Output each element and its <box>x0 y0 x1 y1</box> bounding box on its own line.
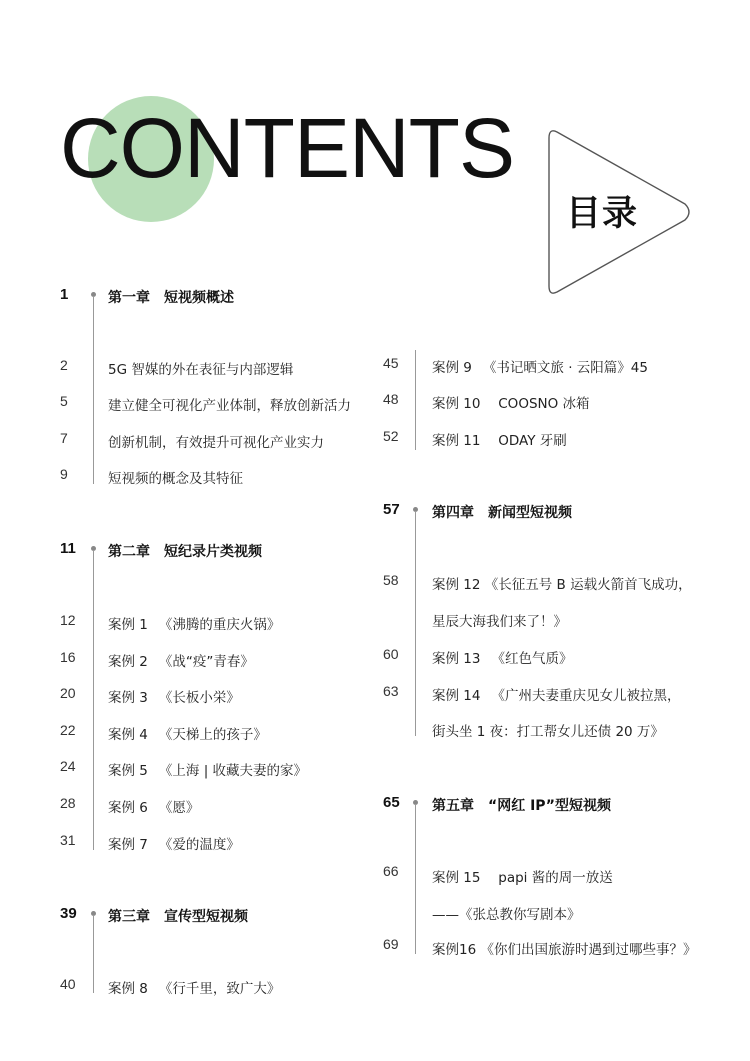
chapter-title[interactable]: 第一章 短视频概述 <box>108 290 234 306</box>
entry-page: 2 <box>60 357 68 373</box>
toc-entry-continued[interactable]: ——《张总教你写剧本》 <box>432 907 581 923</box>
toc-entry[interactable]: 案例 8 《行千里，致广大》 <box>108 981 281 997</box>
timeline-line <box>93 915 94 993</box>
timeline-line <box>93 550 94 850</box>
entry-page: 52 <box>383 428 399 444</box>
toc-entry[interactable]: 案例 12 《长征五号 B 运载火箭首飞成功， <box>432 577 692 593</box>
toc-entry-continued[interactable]: 街头坐 1 夜：打工帮女儿还债 20 万》 <box>432 724 664 740</box>
chapter-title[interactable]: 第四章 新闻型短视频 <box>432 505 572 521</box>
timeline-line <box>93 296 94 484</box>
entry-page: 63 <box>383 683 399 699</box>
toc-entry[interactable]: 案例 3 《长板小栄》 <box>108 690 240 706</box>
chapter-page: 11 <box>60 540 76 557</box>
toc-entry[interactable]: 创新机制，有效提升可视化产业实力 <box>108 435 324 451</box>
toc-entry[interactable]: 案例 4 《天梯上的孩子》 <box>108 727 267 743</box>
entry-page: 60 <box>383 646 399 662</box>
chapter-page: 1 <box>60 286 69 303</box>
entry-page: 69 <box>383 936 399 952</box>
timeline-line <box>415 511 416 736</box>
entry-page: 7 <box>60 430 68 446</box>
mulu-heading: 目录 <box>566 194 639 234</box>
toc-entry[interactable]: 案例 5 《上海 | 收藏夫妻的家》 <box>108 763 308 779</box>
entry-page: 9 <box>60 466 68 482</box>
chapter-page: 65 <box>383 794 400 811</box>
entry-page: 40 <box>60 976 76 992</box>
toc-entry[interactable]: 5G 智媒的外在表征与内部逻辑 <box>108 362 294 378</box>
toc-entry[interactable]: 案例16 《你们出国旅游时遇到过哪些事？》 <box>432 942 697 958</box>
toc-entry[interactable]: 案例 6 《愿》 <box>108 800 200 816</box>
entry-page: 5 <box>60 393 68 409</box>
toc-entry[interactable]: 案例 13 《红色气质》 <box>432 651 573 667</box>
chapter-page: 39 <box>60 905 77 922</box>
entry-page: 22 <box>60 722 76 738</box>
toc-entry[interactable]: 案例 2 《战“疫”青春》 <box>108 654 254 670</box>
toc-entry[interactable]: 建立健全可视化产业体制，释放创新活力 <box>108 398 351 414</box>
toc-entry[interactable]: 短视频的概念及其特征 <box>108 471 243 487</box>
entry-page: 31 <box>60 832 76 848</box>
toc-entry[interactable]: 案例 11 ODAY 牙刷 <box>432 433 567 449</box>
toc-entry[interactable]: 案例 15 papi 酱的周一放送 <box>432 870 613 886</box>
toc-entry[interactable]: 案例 1 《沸腾的重庆火锅》 <box>108 617 281 633</box>
timeline-line <box>415 350 416 450</box>
entry-page: 45 <box>383 355 399 371</box>
entry-page: 16 <box>60 649 76 665</box>
entry-page: 66 <box>383 863 399 879</box>
toc-entry[interactable]: 案例 14 《广州夫妻重庆见女儿被拉黑， <box>432 688 681 704</box>
entry-page: 48 <box>383 391 399 407</box>
entry-page: 58 <box>383 572 399 588</box>
chapter-page: 57 <box>383 501 400 518</box>
entry-page: 20 <box>60 685 76 701</box>
toc-entry[interactable]: 案例 10 COOSNO 冰箱 <box>432 396 590 412</box>
toc-entry[interactable]: 案例 7 《爱的温度》 <box>108 837 240 853</box>
contents-title: CONTENTS <box>60 101 514 195</box>
chapter-title[interactable]: 第三章 宣传型短视频 <box>108 909 248 925</box>
entry-page: 28 <box>60 795 76 811</box>
chapter-title[interactable]: 第二章 短纪录片类视频 <box>108 544 262 560</box>
toc-entry-continued[interactable]: 星辰大海我们来了！》 <box>432 614 567 630</box>
timeline-line <box>415 804 416 954</box>
chapter-title[interactable]: 第五章 “网红 IP”型短视频 <box>432 798 612 814</box>
entry-page: 24 <box>60 758 76 774</box>
entry-page: 12 <box>60 612 76 628</box>
toc-entry[interactable]: 案例 9 《书记晒文旅 · 云阳篇》45 <box>432 360 648 376</box>
